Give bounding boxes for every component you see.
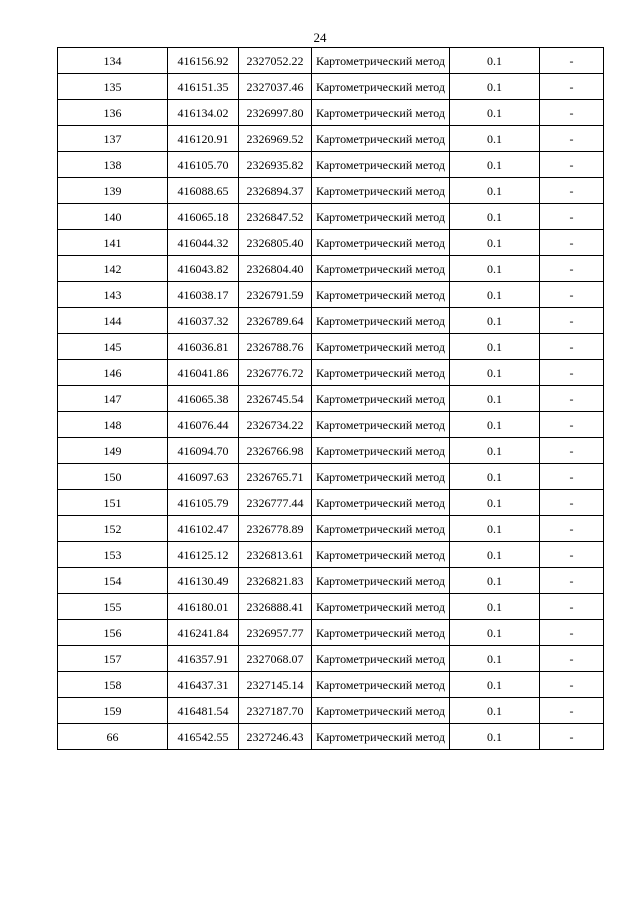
point-number-cell: 149: [58, 438, 168, 464]
method-cell: Картометрический метод: [312, 438, 450, 464]
point-number-cell: 153: [58, 542, 168, 568]
point-number-cell: 147: [58, 386, 168, 412]
y-coordinate-cell: 2327187.70: [239, 698, 312, 724]
coordinates-table: [57, 47, 604, 750]
table-row: [58, 594, 604, 620]
table-row: [58, 204, 604, 230]
description-cell: -: [540, 230, 604, 256]
y-coordinate-cell: 2326969.52: [239, 126, 312, 152]
table-row: [58, 360, 604, 386]
method-cell: Картометрический метод: [312, 542, 450, 568]
description-cell: -: [540, 282, 604, 308]
accuracy-cell: 0.1: [450, 308, 540, 334]
y-coordinate-cell: 2326777.44: [239, 490, 312, 516]
y-coordinate-cell: 2326813.61: [239, 542, 312, 568]
y-coordinate-cell: 2326935.82: [239, 152, 312, 178]
method-cell: Картометрический метод: [312, 698, 450, 724]
method-cell: Картометрический метод: [312, 308, 450, 334]
method-cell: Картометрический метод: [312, 360, 450, 386]
point-number-cell: 136: [58, 100, 168, 126]
table-row: [58, 646, 604, 672]
accuracy-cell: 0.1: [450, 178, 540, 204]
table-row: [58, 152, 604, 178]
point-number-cell: 139: [58, 178, 168, 204]
description-cell: -: [540, 152, 604, 178]
accuracy-cell: 0.1: [450, 152, 540, 178]
x-coordinate-cell: 416094.70: [168, 438, 239, 464]
table-row: [58, 464, 604, 490]
accuracy-cell: 0.1: [450, 74, 540, 100]
table-row: [58, 308, 604, 334]
y-coordinate-cell: 2326766.98: [239, 438, 312, 464]
description-cell: -: [540, 412, 604, 438]
accuracy-cell: 0.1: [450, 490, 540, 516]
table-row: [58, 126, 604, 152]
description-cell: -: [540, 308, 604, 334]
method-cell: Картометрический метод: [312, 152, 450, 178]
method-cell: Картометрический метод: [312, 178, 450, 204]
x-coordinate-cell: 416437.31: [168, 672, 239, 698]
accuracy-cell: 0.1: [450, 100, 540, 126]
method-cell: Картометрический метод: [312, 568, 450, 594]
y-coordinate-cell: 2326804.40: [239, 256, 312, 282]
description-cell: -: [540, 594, 604, 620]
x-coordinate-cell: 416134.02: [168, 100, 239, 126]
description-cell: -: [540, 126, 604, 152]
y-coordinate-cell: 2326734.22: [239, 412, 312, 438]
point-number-cell: 157: [58, 646, 168, 672]
y-coordinate-cell: 2327052.22: [239, 48, 312, 74]
method-cell: Картометрический метод: [312, 126, 450, 152]
x-coordinate-cell: 416088.65: [168, 178, 239, 204]
accuracy-cell: 0.1: [450, 126, 540, 152]
method-cell: Картометрический метод: [312, 100, 450, 126]
x-coordinate-cell: 416044.32: [168, 230, 239, 256]
table-row: [58, 178, 604, 204]
method-cell: Картометрический метод: [312, 282, 450, 308]
accuracy-cell: 0.1: [450, 672, 540, 698]
point-number-cell: 134: [58, 48, 168, 74]
description-cell: -: [540, 672, 604, 698]
table-row: [58, 568, 604, 594]
accuracy-cell: 0.1: [450, 542, 540, 568]
table-row: [58, 620, 604, 646]
y-coordinate-cell: 2326778.89: [239, 516, 312, 542]
accuracy-cell: 0.1: [450, 568, 540, 594]
description-cell: -: [540, 490, 604, 516]
x-coordinate-cell: 416105.79: [168, 490, 239, 516]
y-coordinate-cell: 2326789.64: [239, 308, 312, 334]
y-coordinate-cell: 2326847.52: [239, 204, 312, 230]
x-coordinate-cell: 416542.55: [168, 724, 239, 750]
table-row: [58, 672, 604, 698]
description-cell: -: [540, 438, 604, 464]
coordinates-table-body: [58, 48, 604, 750]
accuracy-cell: 0.1: [450, 282, 540, 308]
accuracy-cell: 0.1: [450, 334, 540, 360]
description-cell: -: [540, 360, 604, 386]
method-cell: Картометрический метод: [312, 256, 450, 282]
point-number-cell: 137: [58, 126, 168, 152]
accuracy-cell: 0.1: [450, 48, 540, 74]
method-cell: Картометрический метод: [312, 334, 450, 360]
x-coordinate-cell: 416120.91: [168, 126, 239, 152]
table-row: [58, 516, 604, 542]
table-row: [58, 412, 604, 438]
x-coordinate-cell: 416037.32: [168, 308, 239, 334]
description-cell: -: [540, 100, 604, 126]
y-coordinate-cell: 2326776.72: [239, 360, 312, 386]
x-coordinate-cell: 416151.35: [168, 74, 239, 100]
table-row: [58, 386, 604, 412]
table-row: [58, 334, 604, 360]
accuracy-cell: 0.1: [450, 204, 540, 230]
point-number-cell: 140: [58, 204, 168, 230]
method-cell: Картометрический метод: [312, 516, 450, 542]
x-coordinate-cell: 416180.01: [168, 594, 239, 620]
method-cell: Картометрический метод: [312, 230, 450, 256]
x-coordinate-cell: 416156.92: [168, 48, 239, 74]
x-coordinate-cell: 416125.12: [168, 542, 239, 568]
x-coordinate-cell: 416041.86: [168, 360, 239, 386]
description-cell: -: [540, 646, 604, 672]
description-cell: -: [540, 334, 604, 360]
accuracy-cell: 0.1: [450, 594, 540, 620]
method-cell: Картометрический метод: [312, 74, 450, 100]
y-coordinate-cell: 2327037.46: [239, 74, 312, 100]
table-row: [58, 698, 604, 724]
method-cell: Картометрический метод: [312, 204, 450, 230]
description-cell: -: [540, 542, 604, 568]
accuracy-cell: 0.1: [450, 698, 540, 724]
x-coordinate-cell: 416241.84: [168, 620, 239, 646]
description-cell: -: [540, 698, 604, 724]
method-cell: Картометрический метод: [312, 412, 450, 438]
description-cell: -: [540, 256, 604, 282]
method-cell: Картометрический метод: [312, 48, 450, 74]
description-cell: -: [540, 724, 604, 750]
x-coordinate-cell: 416076.44: [168, 412, 239, 438]
y-coordinate-cell: 2326765.71: [239, 464, 312, 490]
point-number-cell: 152: [58, 516, 168, 542]
description-cell: -: [540, 464, 604, 490]
point-number-cell: 158: [58, 672, 168, 698]
y-coordinate-cell: 2327145.14: [239, 672, 312, 698]
y-coordinate-cell: 2327068.07: [239, 646, 312, 672]
description-cell: -: [540, 620, 604, 646]
accuracy-cell: 0.1: [450, 646, 540, 672]
table-row: [58, 438, 604, 464]
x-coordinate-cell: 416065.38: [168, 386, 239, 412]
accuracy-cell: 0.1: [450, 256, 540, 282]
point-number-cell: 143: [58, 282, 168, 308]
accuracy-cell: 0.1: [450, 386, 540, 412]
table-row: [58, 74, 604, 100]
x-coordinate-cell: 416043.82: [168, 256, 239, 282]
description-cell: -: [540, 48, 604, 74]
description-cell: -: [540, 568, 604, 594]
y-coordinate-cell: 2326997.80: [239, 100, 312, 126]
y-coordinate-cell: 2326788.76: [239, 334, 312, 360]
x-coordinate-cell: 416065.18: [168, 204, 239, 230]
point-number-cell: 159: [58, 698, 168, 724]
method-cell: Картометрический метод: [312, 594, 450, 620]
method-cell: Картометрический метод: [312, 646, 450, 672]
description-cell: -: [540, 178, 604, 204]
y-coordinate-cell: 2326745.54: [239, 386, 312, 412]
point-number-cell: 66: [58, 724, 168, 750]
description-cell: -: [540, 204, 604, 230]
x-coordinate-cell: 416481.54: [168, 698, 239, 724]
method-cell: Картометрический метод: [312, 620, 450, 646]
x-coordinate-cell: 416038.17: [168, 282, 239, 308]
table-row: [58, 230, 604, 256]
accuracy-cell: 0.1: [450, 438, 540, 464]
method-cell: Картометрический метод: [312, 464, 450, 490]
x-coordinate-cell: 416036.81: [168, 334, 239, 360]
y-coordinate-cell: 2326821.83: [239, 568, 312, 594]
description-cell: -: [540, 74, 604, 100]
y-coordinate-cell: 2326791.59: [239, 282, 312, 308]
accuracy-cell: 0.1: [450, 412, 540, 438]
method-cell: Картометрический метод: [312, 386, 450, 412]
point-number-cell: 156: [58, 620, 168, 646]
point-number-cell: 146: [58, 360, 168, 386]
point-number-cell: 144: [58, 308, 168, 334]
point-number-cell: 148: [58, 412, 168, 438]
y-coordinate-cell: 2326894.37: [239, 178, 312, 204]
x-coordinate-cell: 416097.63: [168, 464, 239, 490]
description-cell: -: [540, 516, 604, 542]
point-number-cell: 142: [58, 256, 168, 282]
point-number-cell: 151: [58, 490, 168, 516]
table-row: [58, 542, 604, 568]
y-coordinate-cell: 2327246.43: [239, 724, 312, 750]
accuracy-cell: 0.1: [450, 516, 540, 542]
x-coordinate-cell: 416357.91: [168, 646, 239, 672]
table-row: [58, 724, 604, 750]
method-cell: Картометрический метод: [312, 724, 450, 750]
x-coordinate-cell: 416105.70: [168, 152, 239, 178]
point-number-cell: 155: [58, 594, 168, 620]
method-cell: Картометрический метод: [312, 672, 450, 698]
accuracy-cell: 0.1: [450, 230, 540, 256]
table-row: [58, 100, 604, 126]
x-coordinate-cell: 416130.49: [168, 568, 239, 594]
page-number: 24: [313, 30, 327, 45]
table-row: [58, 256, 604, 282]
description-cell: -: [540, 386, 604, 412]
point-number-cell: 138: [58, 152, 168, 178]
accuracy-cell: 0.1: [450, 620, 540, 646]
point-number-cell: 145: [58, 334, 168, 360]
table-row: [58, 282, 604, 308]
y-coordinate-cell: 2326805.40: [239, 230, 312, 256]
point-number-cell: 154: [58, 568, 168, 594]
y-coordinate-cell: 2326957.77: [239, 620, 312, 646]
accuracy-cell: 0.1: [450, 724, 540, 750]
point-number-cell: 141: [58, 230, 168, 256]
accuracy-cell: 0.1: [450, 360, 540, 386]
y-coordinate-cell: 2326888.41: [239, 594, 312, 620]
table-row: [58, 48, 604, 74]
table-row: [58, 490, 604, 516]
point-number-cell: 135: [58, 74, 168, 100]
method-cell: Картометрический метод: [312, 490, 450, 516]
accuracy-cell: 0.1: [450, 464, 540, 490]
point-number-cell: 150: [58, 464, 168, 490]
x-coordinate-cell: 416102.47: [168, 516, 239, 542]
